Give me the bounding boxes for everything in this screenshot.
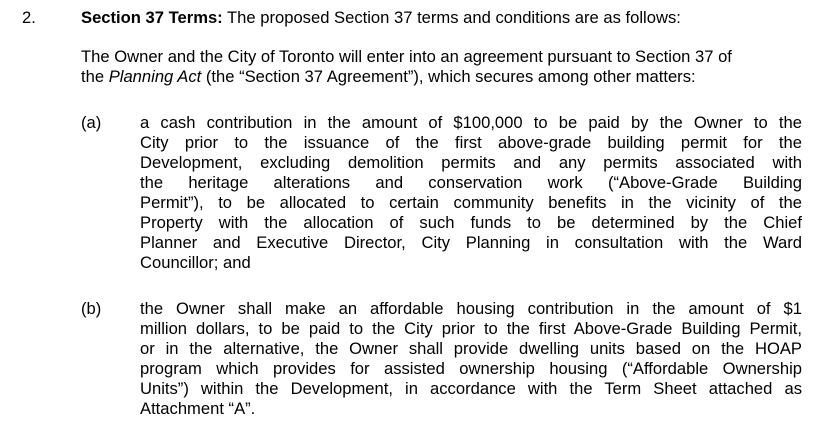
clause-a-line: Planner and Executive Director, City Planning in consultation with the Ward — [140, 233, 802, 252]
clause-a-line: Councillor; and — [140, 253, 251, 272]
clause-b-label: (b) — [81, 299, 102, 318]
intro-line-1: The Owner and the City of Toronto will enter into an agreement pursuant to Section 37 of — [81, 47, 732, 66]
clause-b-line: Attachment “A”. — [140, 399, 256, 418]
clause-a-label: (a) — [81, 113, 102, 132]
clause-a-line: a cash contribution in the amount of $100,000 to be paid by the Owner to the — [140, 113, 802, 132]
clause-a-line: the heritage alterations and conservation work (“Above-Grade Building — [140, 173, 802, 192]
clause-b-line: the Owner shall make an affordable housing contribution in the amount of $1 — [140, 299, 802, 318]
item-heading-bold: Section 37 Terms: — [81, 8, 223, 27]
clause-b-text — [140, 299, 802, 419]
clause-a — [81, 113, 811, 283]
clause-b-line: program which provides for assisted ownership housing (“Affordable Ownership — [140, 359, 802, 378]
clause-b-line: Units”) within the Development, in accordance with the Term Sheet attached as — [140, 379, 802, 398]
clause-a-line: Property with the allocation of such funds to be determined by the Chief — [140, 213, 802, 232]
clause-a-line: Permit”), to be allocated to certain community benefits in the vicinity of the — [140, 193, 802, 212]
intro-paragraph — [81, 47, 821, 87]
intro-line-2-pre: the — [81, 67, 109, 86]
clause-b-line: or in the alternative, the Owner shall provide dwelling units based on the HOAP — [140, 339, 802, 358]
intro-line-2-post: (the “Section 37 Agreement”), which secures among other matters: — [201, 67, 696, 86]
intro-line-2 — [81, 67, 821, 87]
planning-act-title: Planning Act — [108, 67, 202, 86]
clause-a-text — [140, 113, 802, 273]
clause-a-line: City prior to the issuance of the first above-grade building permit for the — [140, 133, 802, 152]
clause-a-line: Development, excluding demolition permits and any permits associated with — [140, 153, 802, 172]
item-heading — [81, 8, 821, 28]
clause-b-line: million dollars, to be paid to the City prior to the first Above-Grade Building Permit, — [140, 319, 802, 338]
item-number: 2. — [22, 8, 36, 27]
item-heading-text: The proposed Section 37 terms and conditions are as follows: — [222, 8, 681, 27]
clause-b — [81, 299, 811, 429]
